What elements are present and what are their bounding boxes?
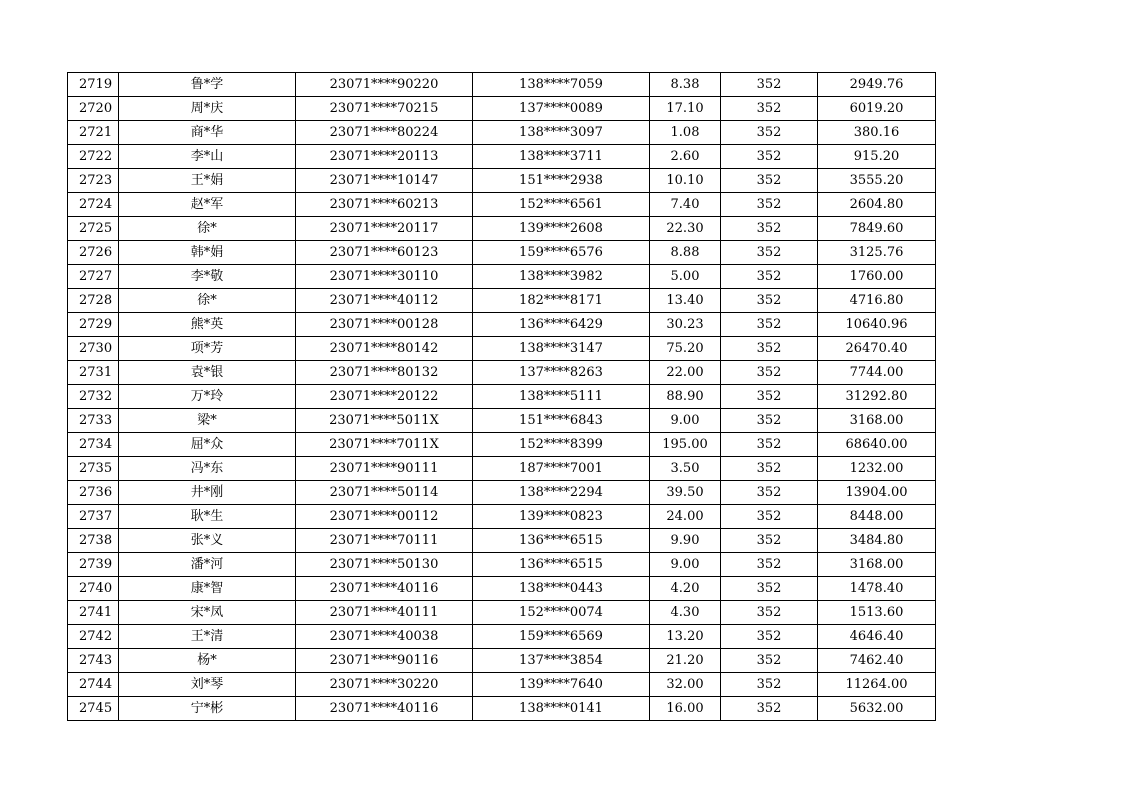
cell-rate: 352 — [721, 121, 818, 145]
cell-name: 耿*生 — [119, 505, 296, 529]
cell-amount: 6019.20 — [818, 97, 936, 121]
cell-id-number: 23071****00128 — [296, 313, 473, 337]
table-row — [68, 697, 936, 721]
cell-amount: 8448.00 — [818, 505, 936, 529]
cell-phone: 159****6569 — [473, 625, 650, 649]
data-table — [67, 72, 936, 721]
cell-rate: 352 — [721, 313, 818, 337]
table-row — [68, 217, 936, 241]
cell-rate: 352 — [721, 433, 818, 457]
table-row — [68, 289, 936, 313]
cell-amount: 3484.80 — [818, 529, 936, 553]
cell-serial: 2736 — [68, 481, 119, 505]
cell-name: 冯*东 — [119, 457, 296, 481]
cell-quantity: 22.30 — [650, 217, 721, 241]
cell-rate: 352 — [721, 481, 818, 505]
table-row — [68, 145, 936, 169]
cell-id-number: 23071****7011X — [296, 433, 473, 457]
cell-phone: 138****3711 — [473, 145, 650, 169]
cell-name: 宋*凤 — [119, 601, 296, 625]
cell-quantity: 39.50 — [650, 481, 721, 505]
cell-name: 王*清 — [119, 625, 296, 649]
cell-quantity: 17.10 — [650, 97, 721, 121]
table-row — [68, 385, 936, 409]
cell-phone: 139****0823 — [473, 505, 650, 529]
cell-quantity: 9.90 — [650, 529, 721, 553]
cell-serial: 2745 — [68, 697, 119, 721]
cell-id-number: 23071****80132 — [296, 361, 473, 385]
cell-amount: 1513.60 — [818, 601, 936, 625]
cell-phone: 151****2938 — [473, 169, 650, 193]
cell-name: 王*娟 — [119, 169, 296, 193]
cell-serial: 2725 — [68, 217, 119, 241]
cell-serial: 2728 — [68, 289, 119, 313]
cell-amount: 11264.00 — [818, 673, 936, 697]
cell-quantity: 75.20 — [650, 337, 721, 361]
cell-amount: 380.16 — [818, 121, 936, 145]
cell-amount: 5632.00 — [818, 697, 936, 721]
cell-id-number: 23071****40038 — [296, 625, 473, 649]
cell-rate: 352 — [721, 337, 818, 361]
cell-id-number: 23071****00112 — [296, 505, 473, 529]
table-row — [68, 553, 936, 577]
cell-id-number: 23071****30110 — [296, 265, 473, 289]
cell-rate: 352 — [721, 577, 818, 601]
cell-amount: 10640.96 — [818, 313, 936, 337]
cell-id-number: 23071****20117 — [296, 217, 473, 241]
cell-phone: 138****3097 — [473, 121, 650, 145]
cell-name: 赵*军 — [119, 193, 296, 217]
cell-amount: 31292.80 — [818, 385, 936, 409]
cell-quantity: 9.00 — [650, 409, 721, 433]
cell-quantity: 24.00 — [650, 505, 721, 529]
table-row — [68, 361, 936, 385]
cell-phone: 138****2294 — [473, 481, 650, 505]
table-row — [68, 505, 936, 529]
cell-name: 刘*琴 — [119, 673, 296, 697]
cell-name: 井*刚 — [119, 481, 296, 505]
table-row — [68, 265, 936, 289]
cell-name: 袁*银 — [119, 361, 296, 385]
cell-id-number: 23071****30220 — [296, 673, 473, 697]
cell-rate: 352 — [721, 241, 818, 265]
cell-amount: 68640.00 — [818, 433, 936, 457]
cell-serial: 2724 — [68, 193, 119, 217]
cell-phone: 139****2608 — [473, 217, 650, 241]
cell-phone: 152****0074 — [473, 601, 650, 625]
cell-id-number: 23071****90116 — [296, 649, 473, 673]
table-row — [68, 241, 936, 265]
table-row — [68, 601, 936, 625]
cell-name: 万*玲 — [119, 385, 296, 409]
cell-id-number: 23071****80142 — [296, 337, 473, 361]
table-row — [68, 313, 936, 337]
table-row — [68, 529, 936, 553]
table-row — [68, 169, 936, 193]
cell-serial: 2720 — [68, 97, 119, 121]
cell-id-number: 23071****80224 — [296, 121, 473, 145]
cell-rate: 352 — [721, 145, 818, 169]
cell-quantity: 2.60 — [650, 145, 721, 169]
cell-phone: 138****5111 — [473, 385, 650, 409]
cell-id-number: 23071****90220 — [296, 73, 473, 97]
cell-id-number: 23071****5011X — [296, 409, 473, 433]
cell-amount: 1760.00 — [818, 265, 936, 289]
cell-rate: 352 — [721, 169, 818, 193]
cell-rate: 352 — [721, 601, 818, 625]
cell-phone: 136****6515 — [473, 529, 650, 553]
cell-amount: 2949.76 — [818, 73, 936, 97]
cell-serial: 2739 — [68, 553, 119, 577]
cell-id-number: 23071****40116 — [296, 697, 473, 721]
cell-rate: 352 — [721, 409, 818, 433]
cell-phone: 136****6515 — [473, 553, 650, 577]
cell-name: 潘*河 — [119, 553, 296, 577]
cell-serial: 2733 — [68, 409, 119, 433]
cell-phone: 182****8171 — [473, 289, 650, 313]
cell-serial: 2730 — [68, 337, 119, 361]
cell-quantity: 3.50 — [650, 457, 721, 481]
cell-serial: 2729 — [68, 313, 119, 337]
cell-rate: 352 — [721, 457, 818, 481]
cell-quantity: 4.30 — [650, 601, 721, 625]
cell-id-number: 23071****60213 — [296, 193, 473, 217]
cell-amount: 3125.76 — [818, 241, 936, 265]
cell-rate: 352 — [721, 289, 818, 313]
cell-quantity: 88.90 — [650, 385, 721, 409]
cell-id-number: 23071****70215 — [296, 97, 473, 121]
cell-id-number: 23071****70111 — [296, 529, 473, 553]
cell-quantity: 4.20 — [650, 577, 721, 601]
cell-quantity: 9.00 — [650, 553, 721, 577]
cell-id-number: 23071****40116 — [296, 577, 473, 601]
table-row — [68, 673, 936, 697]
table-row — [68, 457, 936, 481]
cell-id-number: 23071****40112 — [296, 289, 473, 313]
cell-rate: 352 — [721, 361, 818, 385]
table-body — [68, 73, 936, 721]
cell-serial: 2735 — [68, 457, 119, 481]
cell-serial: 2732 — [68, 385, 119, 409]
cell-name: 屈*众 — [119, 433, 296, 457]
cell-name: 李*敬 — [119, 265, 296, 289]
cell-serial: 2744 — [68, 673, 119, 697]
cell-name: 周*庆 — [119, 97, 296, 121]
cell-id-number: 23071****20113 — [296, 145, 473, 169]
cell-quantity: 8.38 — [650, 73, 721, 97]
cell-name: 徐* — [119, 289, 296, 313]
cell-phone: 159****6576 — [473, 241, 650, 265]
cell-name: 宁*彬 — [119, 697, 296, 721]
cell-phone: 138****7059 — [473, 73, 650, 97]
cell-amount: 3168.00 — [818, 553, 936, 577]
cell-phone: 138****0141 — [473, 697, 650, 721]
cell-rate: 352 — [721, 73, 818, 97]
cell-rate: 352 — [721, 673, 818, 697]
cell-amount: 13904.00 — [818, 481, 936, 505]
cell-phone: 152****8399 — [473, 433, 650, 457]
cell-serial: 2723 — [68, 169, 119, 193]
cell-phone: 139****7640 — [473, 673, 650, 697]
cell-name: 杨* — [119, 649, 296, 673]
cell-id-number: 23071****40111 — [296, 601, 473, 625]
cell-rate: 352 — [721, 649, 818, 673]
cell-serial: 2741 — [68, 601, 119, 625]
cell-name: 鲁*学 — [119, 73, 296, 97]
cell-amount: 4716.80 — [818, 289, 936, 313]
table-row — [68, 409, 936, 433]
table-row — [68, 625, 936, 649]
cell-phone: 136****6429 — [473, 313, 650, 337]
cell-amount: 4646.40 — [818, 625, 936, 649]
cell-phone: 137****0089 — [473, 97, 650, 121]
cell-name: 项*芳 — [119, 337, 296, 361]
cell-quantity: 1.08 — [650, 121, 721, 145]
cell-amount: 3555.20 — [818, 169, 936, 193]
cell-serial: 2737 — [68, 505, 119, 529]
cell-phone: 187****7001 — [473, 457, 650, 481]
table-row — [68, 577, 936, 601]
table-row — [68, 97, 936, 121]
cell-amount: 7462.40 — [818, 649, 936, 673]
cell-amount: 7849.60 — [818, 217, 936, 241]
cell-rate: 352 — [721, 265, 818, 289]
cell-name: 梁* — [119, 409, 296, 433]
cell-name: 商*华 — [119, 121, 296, 145]
cell-phone: 138****0443 — [473, 577, 650, 601]
cell-amount: 1232.00 — [818, 457, 936, 481]
cell-phone: 137****8263 — [473, 361, 650, 385]
cell-quantity: 32.00 — [650, 673, 721, 697]
cell-quantity: 30.23 — [650, 313, 721, 337]
cell-serial: 2740 — [68, 577, 119, 601]
cell-name: 徐* — [119, 217, 296, 241]
table-row — [68, 649, 936, 673]
cell-rate: 352 — [721, 505, 818, 529]
cell-rate: 352 — [721, 385, 818, 409]
cell-serial: 2734 — [68, 433, 119, 457]
cell-phone: 137****3854 — [473, 649, 650, 673]
cell-amount: 1478.40 — [818, 577, 936, 601]
cell-quantity: 5.00 — [650, 265, 721, 289]
table-row — [68, 121, 936, 145]
cell-name: 康*智 — [119, 577, 296, 601]
cell-serial: 2721 — [68, 121, 119, 145]
cell-phone: 152****6561 — [473, 193, 650, 217]
cell-name: 李*山 — [119, 145, 296, 169]
cell-id-number: 23071****90111 — [296, 457, 473, 481]
table-row — [68, 73, 936, 97]
cell-serial: 2743 — [68, 649, 119, 673]
cell-serial: 2742 — [68, 625, 119, 649]
cell-rate: 352 — [721, 193, 818, 217]
table-row — [68, 433, 936, 457]
table-row — [68, 337, 936, 361]
cell-rate: 352 — [721, 553, 818, 577]
cell-quantity: 21.20 — [650, 649, 721, 673]
cell-quantity: 7.40 — [650, 193, 721, 217]
cell-serial: 2726 — [68, 241, 119, 265]
cell-quantity: 13.20 — [650, 625, 721, 649]
cell-amount: 7744.00 — [818, 361, 936, 385]
cell-quantity: 8.88 — [650, 241, 721, 265]
cell-phone: 138****3147 — [473, 337, 650, 361]
cell-amount: 2604.80 — [818, 193, 936, 217]
table-row — [68, 193, 936, 217]
cell-rate: 352 — [721, 217, 818, 241]
cell-id-number: 23071****50114 — [296, 481, 473, 505]
cell-name: 韩*娟 — [119, 241, 296, 265]
cell-quantity: 22.00 — [650, 361, 721, 385]
cell-rate: 352 — [721, 625, 818, 649]
cell-serial: 2727 — [68, 265, 119, 289]
cell-quantity: 16.00 — [650, 697, 721, 721]
cell-rate: 352 — [721, 97, 818, 121]
cell-name: 熊*英 — [119, 313, 296, 337]
cell-rate: 352 — [721, 697, 818, 721]
cell-quantity: 13.40 — [650, 289, 721, 313]
cell-amount: 915.20 — [818, 145, 936, 169]
cell-serial: 2722 — [68, 145, 119, 169]
cell-id-number: 23071****50130 — [296, 553, 473, 577]
table-row — [68, 481, 936, 505]
cell-name: 张*义 — [119, 529, 296, 553]
cell-phone: 138****3982 — [473, 265, 650, 289]
cell-amount: 3168.00 — [818, 409, 936, 433]
cell-amount: 26470.40 — [818, 337, 936, 361]
cell-phone: 151****6843 — [473, 409, 650, 433]
cell-id-number: 23071****60123 — [296, 241, 473, 265]
cell-quantity: 10.10 — [650, 169, 721, 193]
cell-serial: 2731 — [68, 361, 119, 385]
cell-rate: 352 — [721, 529, 818, 553]
cell-serial: 2738 — [68, 529, 119, 553]
cell-id-number: 23071****20122 — [296, 385, 473, 409]
cell-serial: 2719 — [68, 73, 119, 97]
cell-quantity: 195.00 — [650, 433, 721, 457]
cell-id-number: 23071****10147 — [296, 169, 473, 193]
